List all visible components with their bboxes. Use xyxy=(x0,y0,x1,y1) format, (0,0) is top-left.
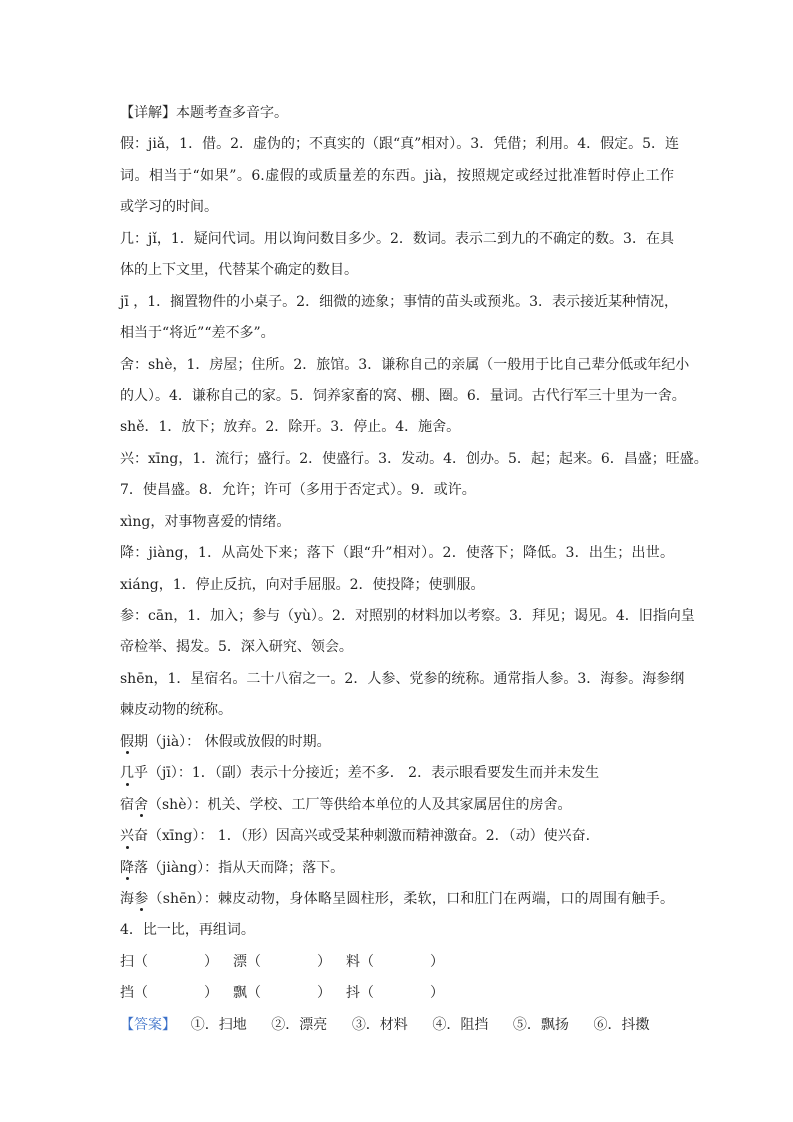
answer-item: ⑤．飘扬 xyxy=(512,1016,569,1033)
answer-item: ⑥．抖擞 xyxy=(593,1016,650,1033)
text-line: 降：jiàng，1．从高处下来；落下（跟“升”相对）。2．使落下；降低。3．出生；出世。 xyxy=(120,545,674,562)
word-definition-line xyxy=(120,853,674,884)
text-line: 或学习的时间。 xyxy=(120,199,218,216)
word-definition-line xyxy=(120,821,674,852)
definition-text: 期（jià）： 休假或放假的时期。 xyxy=(134,733,331,750)
word-prefix: 宿 xyxy=(120,796,134,813)
answer-item: ④．阻挡 xyxy=(432,1016,489,1033)
emphasized-char: 参 xyxy=(134,884,148,915)
answer-label: 【答案】 xyxy=(120,1016,176,1033)
answer-item: ③．材料 xyxy=(351,1016,408,1033)
definition-text: 乎（jī）：1．（副）表示十分接近；差不多． 2．表示眼看要发生而并未发生 xyxy=(134,765,600,782)
text-line: 4．比一比，再组词。 xyxy=(120,922,255,939)
text-line: 相当于“将近”“差不多”。 xyxy=(120,325,275,342)
fill-in-row xyxy=(120,978,674,1009)
definition-text: （shēn）：棘皮动物，身体略呈圆柱形，柔软，口和肛门在两端，口的周围有触手。 xyxy=(148,890,674,907)
emphasized-char: 几 xyxy=(120,758,134,789)
text-line: 词。相当于“如果”。6.虚假的或质量差的东西。jià，按照规定或经过批准暂时停止工作 xyxy=(120,167,674,184)
emphasized-char: 舍 xyxy=(134,790,148,821)
text-line: 的人）。4．谦称自己的家。5．饲养家畜的窝、棚、圈。6．量词。古代行军三十里为一舍。 xyxy=(120,387,686,404)
word-definition-line xyxy=(120,727,674,758)
definition-text: （shè）：机关、学校、工厂等供给本单位的人及其家属居住的房舍。 xyxy=(148,796,572,813)
word-definition-line xyxy=(120,790,674,821)
text-line: 几：jǐ，1．疑问代词。用以询问数目多少。2．数词。表示二到九的不确定的数。3．在具 xyxy=(120,230,674,247)
text-line: xiáng，1．停止反抗，向对手屈服。2．使投降；使驯服。 xyxy=(120,576,485,593)
text-line: jī ，1．搁置物件的小桌子。2．细微的迹象；事情的苗头或预兆。3．表示接近某种情况， xyxy=(120,293,678,310)
fill-in-row xyxy=(120,947,674,978)
fill-in-blank[interactable]: 挡（ ） xyxy=(120,985,218,1002)
emphasized-char: 假 xyxy=(120,727,134,758)
text-line: 体的上下文里，代替某个确定的数目。 xyxy=(120,262,358,279)
text-line: shě．1．放下；放弃。2．除开。3．停止。4．施舍。 xyxy=(120,419,461,436)
answer-item: ②．漂亮 xyxy=(271,1016,328,1033)
answer-item: ①．扫地 xyxy=(190,1016,247,1033)
document-body xyxy=(120,98,708,1041)
fill-in-blank[interactable]: 料（ ） xyxy=(346,953,444,970)
text-line: 7．使昌盛。8．允许；许可（多用于否定式）。9．或许。 xyxy=(120,482,476,499)
fill-in-blank[interactable]: 抖（ ） xyxy=(346,985,444,1002)
fill-in-blank[interactable]: 飘（ ） xyxy=(233,985,331,1002)
emphasized-char: 兴 xyxy=(120,821,134,852)
definition-text: 落（jiàng）：指从天而降；落下。 xyxy=(134,859,345,876)
emphasized-char: 降 xyxy=(120,853,134,884)
text-line: 棘皮动物的统称。 xyxy=(120,702,232,719)
text-line: shēn，1．星宿名。二十八宿之一。2．人参、党参的统称。通常指人参。3．海参。海参纲 xyxy=(120,670,685,687)
answer-line xyxy=(120,1010,674,1041)
text-line: 假：jiǎ，1．借。2．虚伪的；不真实的（跟“真”相对）。3．凭借；利用。4．假定。5．连 xyxy=(120,136,680,153)
text-line: 舍：shè，1．房屋；住所。2．旅馆。3．谦称自己的亲属（一般用于比自己辈分低或年纪小 xyxy=(120,356,690,373)
fill-in-blank[interactable]: 漂（ ） xyxy=(233,953,331,970)
word-definition-line xyxy=(120,758,674,789)
text-line: 参：cān，1．加入；参与（yù）。2．对照别的材料加以考察。3．拜见；谒见。4．旧指向皇 xyxy=(120,608,695,624)
text-line: xìng，对事物喜爱的情绪。 xyxy=(120,513,291,530)
word-prefix: 海 xyxy=(120,890,135,907)
definition-text: 奋（xīng）： 1．（形）因高兴或受某种刺激而精神激奋。2．（动）使兴奋. xyxy=(134,828,591,845)
text-line: 帝检举、揭发。5．深入研究、领会。 xyxy=(120,639,353,656)
fill-in-blank[interactable]: 扫（ ） xyxy=(120,953,218,970)
text-line: 兴：xīng，1．流行；盛行。2．使盛行。3．发动。4．创办。5．起；起来。6．昌盛；旺盛。 xyxy=(120,450,708,467)
word-definition-line xyxy=(120,884,674,915)
text-line: 【详解】本题考查多音字。 xyxy=(120,105,288,121)
